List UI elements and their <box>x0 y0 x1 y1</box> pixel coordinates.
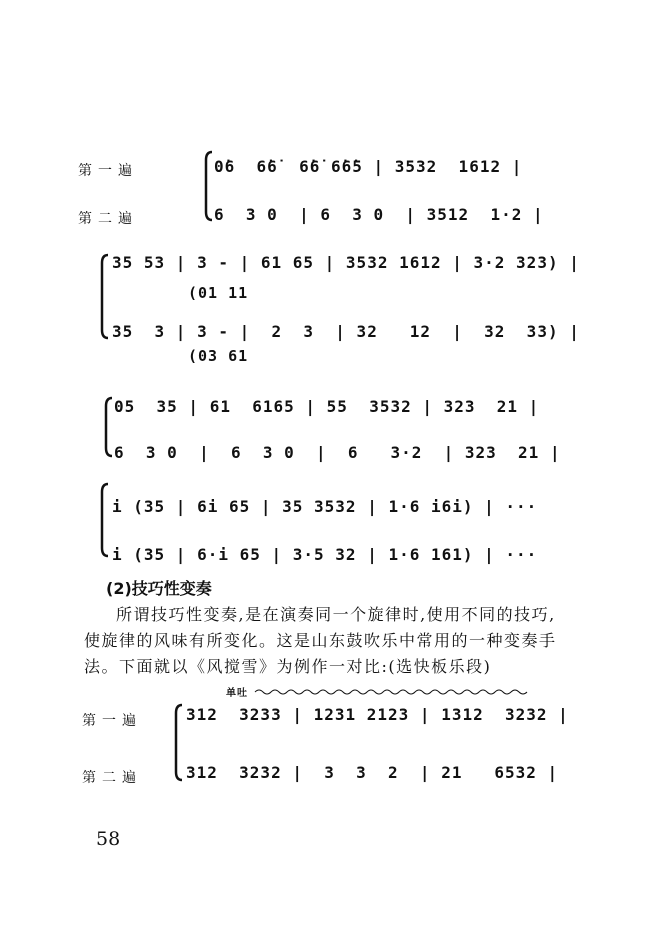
bracket-system-4 <box>102 484 108 556</box>
technique-annotation: 单吐 <box>226 688 248 699</box>
notation-row: 35 3 | 3 - | 2 3 | 32 12 | 32 33) | <box>112 322 580 341</box>
notation-row: 35 53 | 3 - | 61 65 | 3532 1612 | 3·2 323) | <box>112 253 580 272</box>
pass-label-first: 第一遍 <box>82 713 142 729</box>
notation-row: 05 35 | 61 6165 | 55 3532 | 323 21 | <box>114 397 540 416</box>
bracket-system-1 <box>206 152 212 220</box>
notation-row: 0̇6 6̇6̇ 6̇6̇ 6̇6̇5 | 3532 1612 | <box>214 157 523 176</box>
paragraph-line: 法。下面就以《风搅雪》为例作一对比:(选快板乐段) <box>84 657 492 676</box>
wavy-line <box>255 690 527 694</box>
pass-label-first: 第一遍 <box>78 163 138 179</box>
paragraph-line: 所谓技巧性变奏,是在演奏同一个旋律时,使用不同的技巧, <box>116 605 556 624</box>
notation-sub-row: (03 61 <box>188 347 249 365</box>
paragraph-line: 使旋律的风味有所变化。这是山东鼓吹乐中常用的一种变奏手 <box>84 631 557 650</box>
notation-row: 312 3233 | 1231 2123 | 1312 3232 | <box>186 705 569 724</box>
bracket-system-5 <box>176 705 182 780</box>
page-number: 58 <box>96 828 121 850</box>
pass-label-second: 第二遍 <box>78 211 138 227</box>
pass-label-second: 第二遍 <box>82 770 142 786</box>
section-heading: (2)技巧性变奏 <box>106 579 212 598</box>
notation-row: i (35 | 6·i 65 | 3·5 32 | 1·6 161) | ··· <box>112 545 538 564</box>
bracket-system-2 <box>102 255 108 338</box>
notation-row: 6 3 0 | 6 3 0 | 3512 1·2 | <box>214 205 544 224</box>
notation-row: 312 3232 | 3 3 2 | 21 6532 | <box>186 763 559 782</box>
notation-sub-row: (01 11 <box>188 284 249 302</box>
notation-row: 6 3 0 | 6 3 0 | 6 3·2 | 323 21 | <box>114 443 561 462</box>
bracket-system-3 <box>106 398 112 456</box>
notation-row: i (35 | 6i 65 | 35 3532 | 1·6 i6i) | ··· <box>112 497 538 516</box>
